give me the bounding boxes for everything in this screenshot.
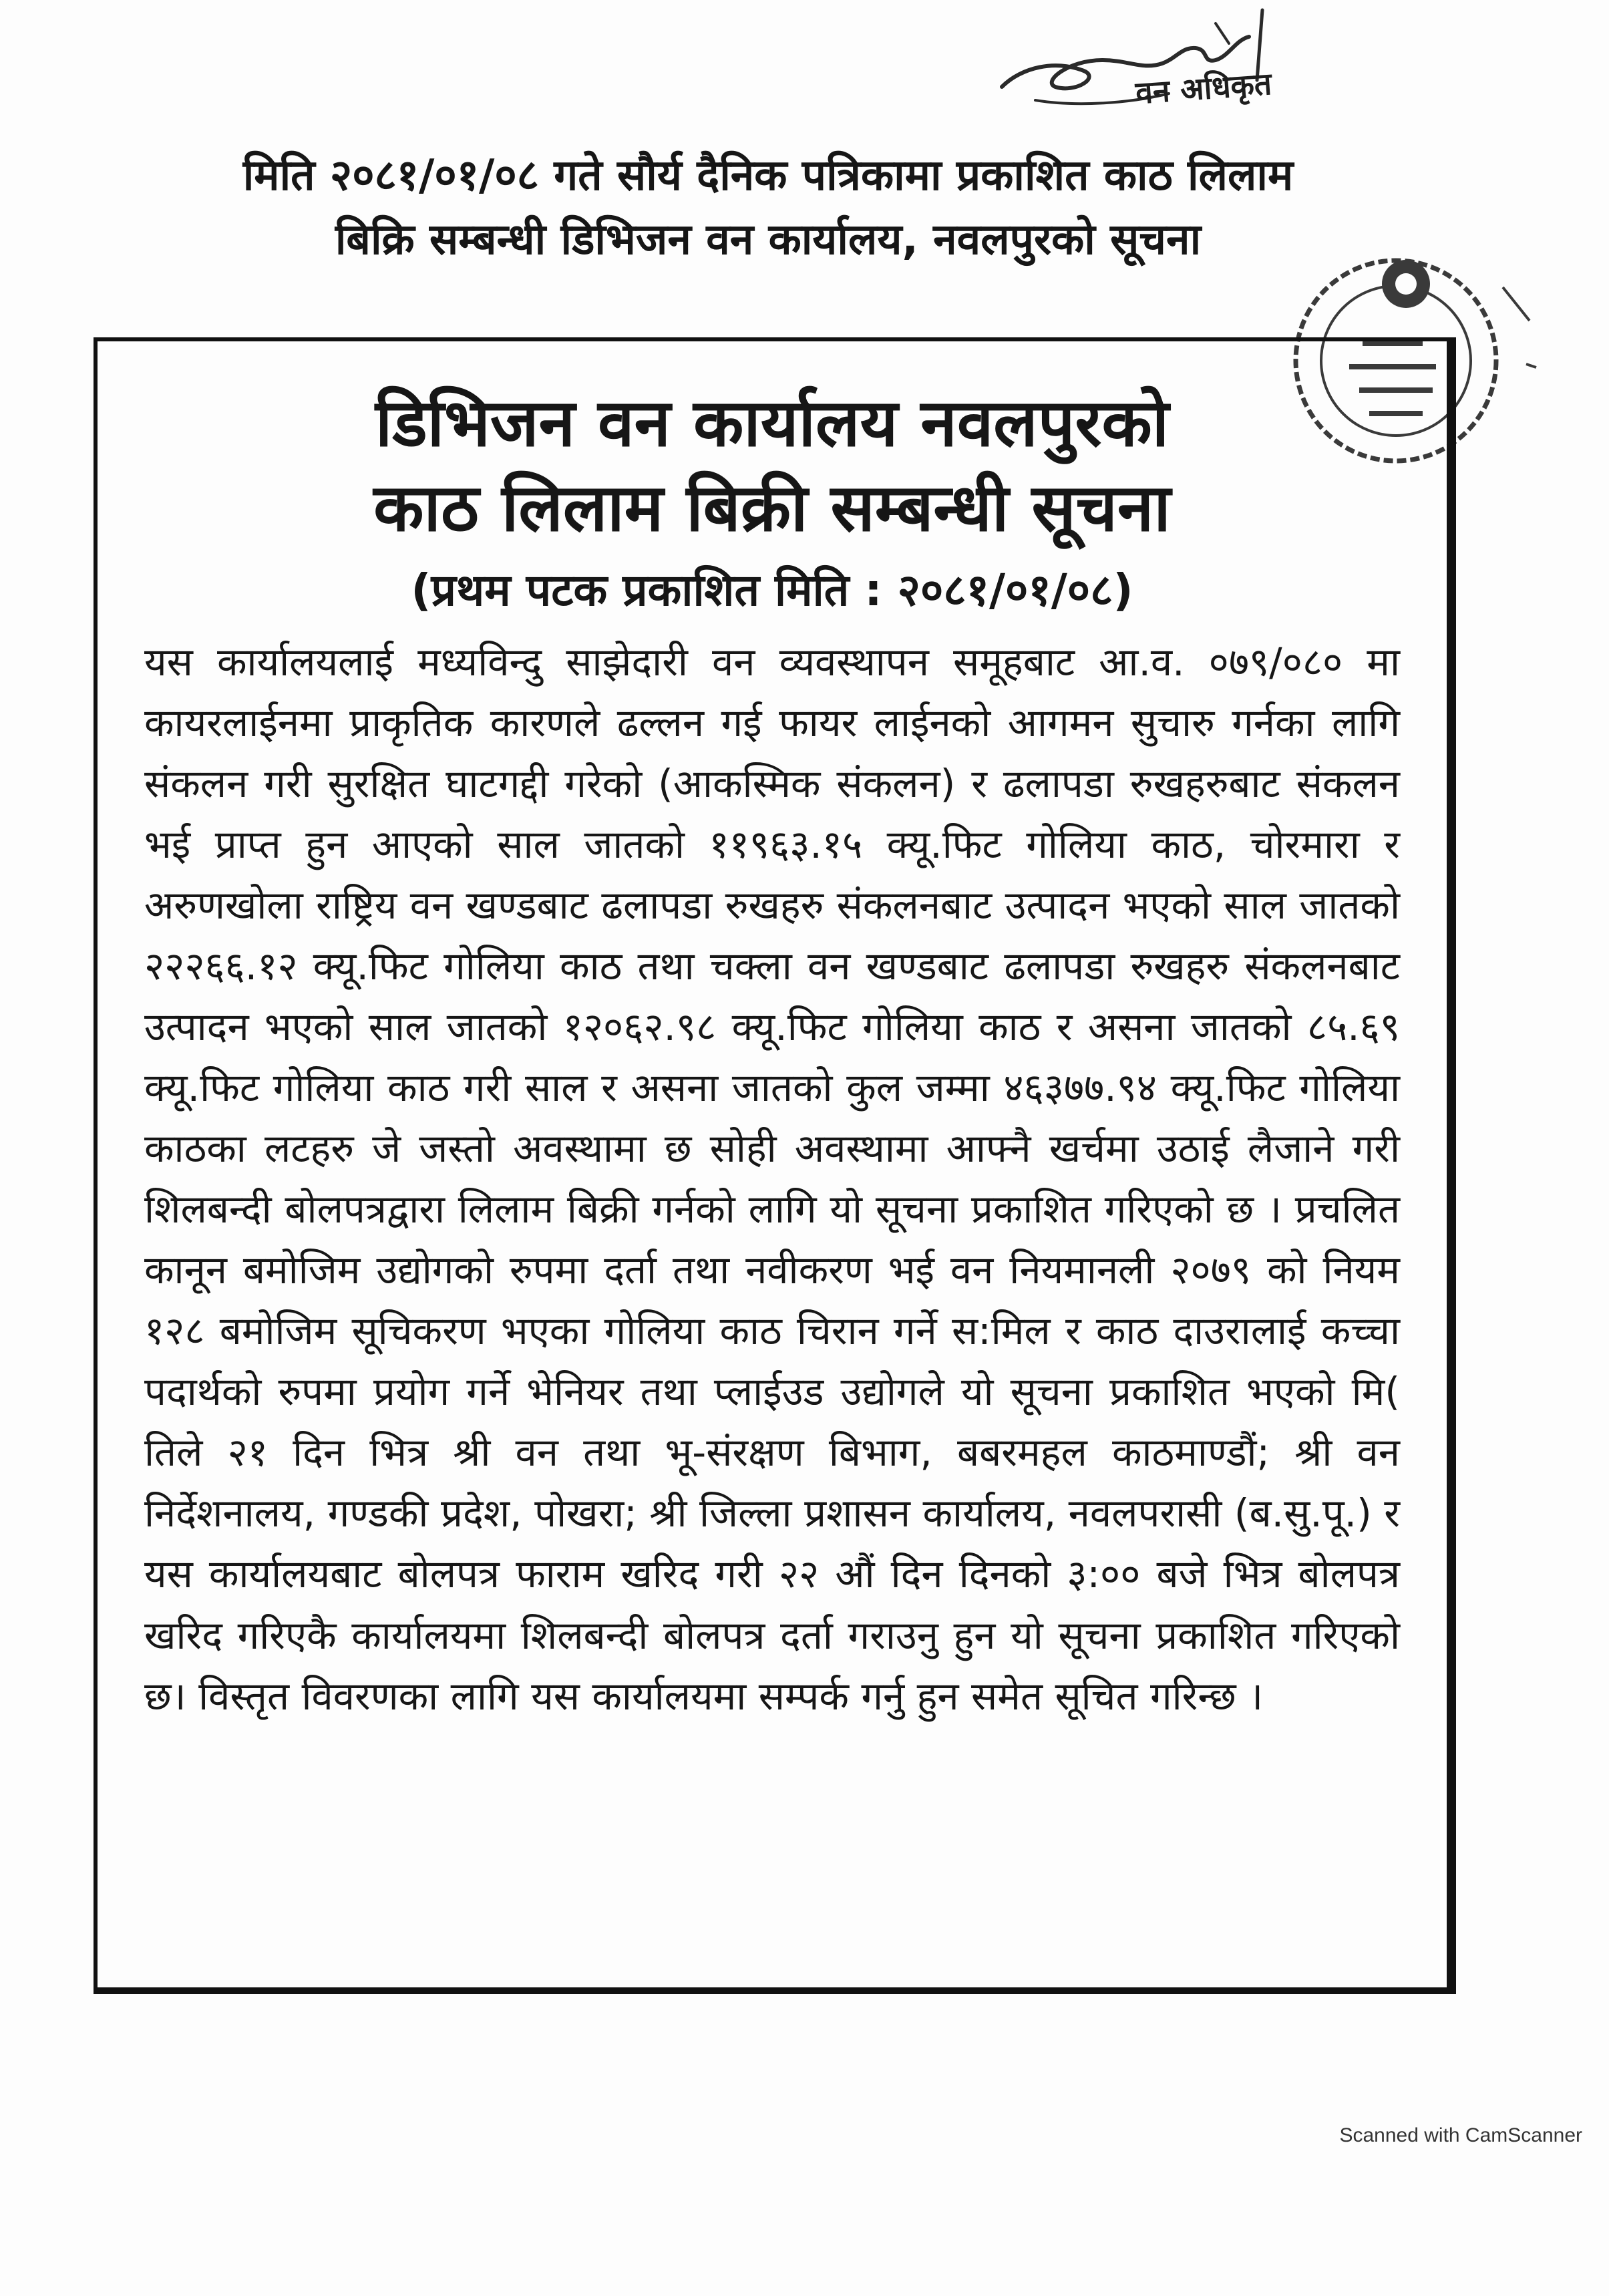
notice-title-line-1: डिभिजन वन कार्यालय नवलपुरको — [375, 385, 1170, 462]
header-note — [80, 144, 1456, 272]
scanner-watermark: Scanned with CamScanner — [1339, 2124, 1582, 2146]
notice-box — [94, 337, 1456, 1994]
header-note-line-2: बिक्रि सम्बन्धी डिभिजन वन कार्यालय, नवलपुरको सूचना — [335, 215, 1202, 265]
notice-body: यस कार्यालयलाई मध्यविन्दु साझेदारी वन व्यवस्थापन समूहबाट आ.व. ०७९/०८० मा कायरलाईनमा प्राकृतिक कारणले ढल्लन गई फायर लाईनको आगमन सुचारु गर्नका लागि संकलन गरी सुरक्षित घाटगद्दी गरेको (आकस्मिक संकलन) र ढलापडा रुखहरुबाट संकलन भई प्राप्त हुन आएको साल जातको ११९६३.१५ क्यू.फिट गोलिया काठ, चोरमारा र अरुणखोला राष्ट्रिय वन खण्डबाट ढलापडा रुखहरु संकलनबाट उत्पादन भएको साल जातको २२२६६.१२ क्यू.फिट गोलिया काठ तथा चक्ला वन खण्डबाट ढलापडा रुखहरु संकलनबाट उत्पादन भएको साल जातको १२०६२.९८ क्यू.फिट गोलिया काठ र असना जातको ८५.६९ क्यू.फिट गोलिया काठ गरी साल र असना जातको कुल जम्मा ४६३७७.९४ क्यू.फिट गोलिया काठका लटहरु जे जस्तो अवस्थामा छ सोही अवस्थामा आफ्नै खर्चमा उठाई लैजाने गरी शिलबन्दी बोलपत्रद्वारा लिलाम बिक्री गर्नको लागि यो सूचना प्रकाशित गरिएको छ । प्रचलित कानून बमोजिम उद्योगको रुपमा दर्ता तथा नवीकरण भई वन नियमानली २०७९ को नियम १२८ बमोजिम सूचिकरण भएका गोलिया काठ चिरान गर्ने स:मिल र काठ दाउरालाई कच्चा पदार्थको रुपमा प्रयोग गर्ने भेनियर तथा प्लाईउड उद्योगले यो सूचना प्रकाशित भएको मि( तिले २१ दिन भित्र श्री वन तथा भू-संरक्षण बिभाग, बबरमहल काठमाण्डौं; श्री वन निर्देशनालय, गण्डकी प्रदेश, पोखरा; श्री जिल्ला प्रशासन कार्यालय, नवलपरासी (ब.सु.पू.) र यस कार्यालयबाट बोलपत्र फाराम खरिद गरी २२ औं दिन दिनको ३:०० बजे भित्र बोलपत्र खरिद गरिएकै कार्यालयमा शिलबन्दी बोलपत्र दर्ता गराउनु हुन यो सूचना प्रकाशित गरिएको छ। विस्तृत विवरणका लागि यस कार्यालयमा सम्पर्क गर्नु हुन समेत सूचित गरिन्छ । — [144, 639, 1400, 1719]
header-note-line-1: मिति २०८१/०१/०८ गते सौर्य दैनिक पत्रिकामा प्रकाशित काठ लिलाम — [242, 151, 1294, 200]
notice-title — [144, 381, 1400, 552]
notice-title-line-2: काठ लिलाम बिक्री सम्बन्धी सूचना — [373, 470, 1171, 547]
signature-caption: वन अधिकृत — [1134, 65, 1273, 112]
notice-published-date: (प्रथम पटक प्रकाशित मिति : २०८१/०१/०८) — [411, 564, 1133, 616]
